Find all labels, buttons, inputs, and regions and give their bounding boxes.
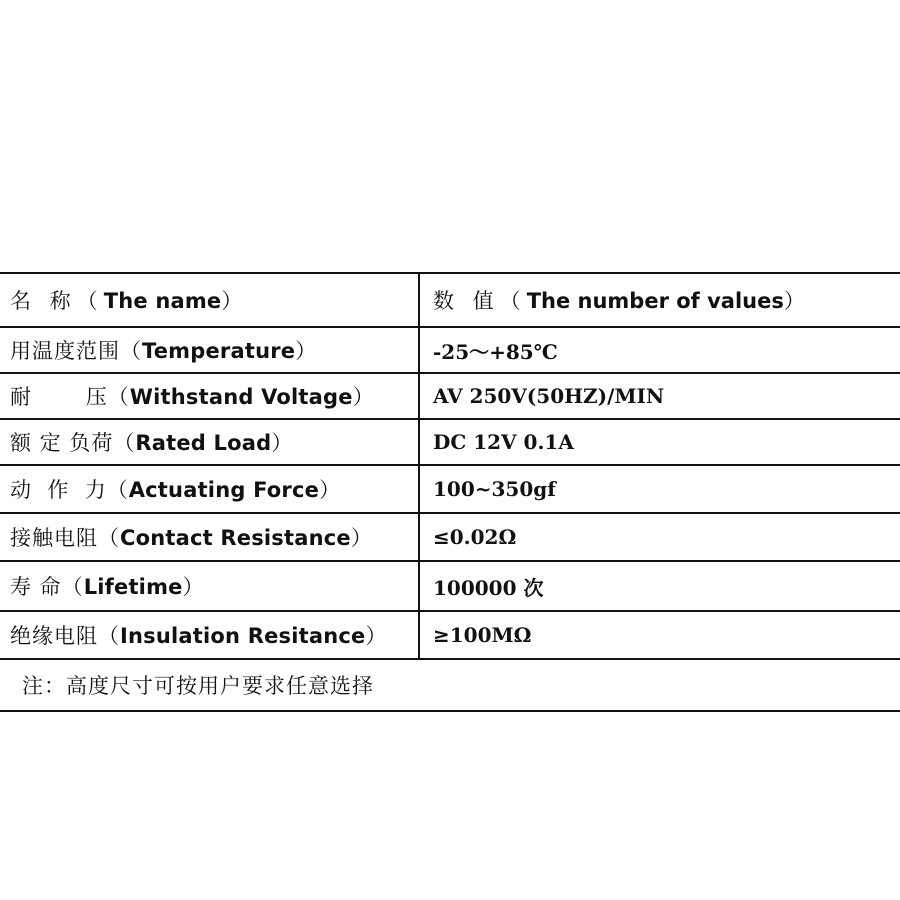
header-name-en: The name — [103, 289, 222, 313]
header-value-cn: 数 值（ — [433, 289, 527, 313]
param-value-cell: ≥100MΩ — [419, 611, 900, 659]
header-name-cell — [0, 273, 419, 327]
param-name-cn: 用温度范围（ — [10, 339, 142, 363]
table-header-row — [0, 273, 900, 327]
param-name-en: Insulation Resitance — [120, 624, 366, 648]
param-name-cell — [0, 373, 419, 419]
param-name-cn: 耐 压（ — [10, 385, 130, 409]
param-value-cell: -25～+85℃ — [419, 327, 900, 373]
param-name-cn: 绝缘电阻（ — [10, 624, 120, 648]
param-name-en: Contact Resistance — [120, 526, 351, 550]
param-name-cell — [0, 561, 419, 611]
param-name-cell — [0, 513, 419, 561]
note-row — [0, 659, 900, 711]
table-row — [0, 561, 900, 611]
header-value-en: The number of values — [526, 289, 784, 313]
note-text: 注：高度尺寸可按用户要求任意选择 — [0, 659, 900, 711]
header-value-cell — [419, 273, 900, 327]
spec-table — [0, 272, 900, 712]
param-name-close: ） — [365, 624, 388, 648]
param-name-en: Withstand Voltage — [129, 385, 353, 409]
header-name-close: ） — [221, 289, 249, 313]
param-value-cell: DC 12V 0.1A — [419, 419, 900, 465]
table-row — [0, 465, 900, 513]
param-value-cell: 100000 次 — [419, 561, 900, 611]
param-name-cn: 寿 命（ — [10, 575, 84, 599]
param-name-close: ） — [350, 526, 373, 550]
table-row — [0, 373, 900, 419]
param-name-close: ） — [352, 385, 375, 409]
param-name-cell — [0, 465, 419, 513]
param-name-en: Temperature — [142, 339, 296, 363]
param-value-cell: 100~350gf — [419, 465, 900, 513]
table-row — [0, 611, 900, 659]
param-value-cell: AV 250V(50HZ)/MIN — [419, 373, 900, 419]
param-name-close: ） — [319, 478, 342, 502]
header-name-cn: 名 称（ — [10, 289, 104, 313]
param-name-cell — [0, 611, 419, 659]
param-name-cn: 额 定 负荷（ — [10, 431, 136, 455]
param-name-cn: 动 作 力（ — [10, 478, 129, 502]
param-name-close: ） — [295, 339, 318, 363]
header-value-close: ） — [783, 289, 811, 313]
param-name-en: Lifetime — [83, 575, 183, 599]
param-name-en: Rated Load — [135, 431, 272, 455]
param-name-cn: 接触电阻（ — [10, 526, 120, 550]
param-value-cell: ≤0.02Ω — [419, 513, 900, 561]
table-row — [0, 327, 900, 373]
param-name-cell — [0, 327, 419, 373]
param-name-close: ） — [271, 431, 294, 455]
table-row — [0, 513, 900, 561]
param-name-en: Actuating Force — [128, 478, 320, 502]
param-name-close: ） — [182, 575, 205, 599]
param-name-cell — [0, 419, 419, 465]
table-row — [0, 419, 900, 465]
